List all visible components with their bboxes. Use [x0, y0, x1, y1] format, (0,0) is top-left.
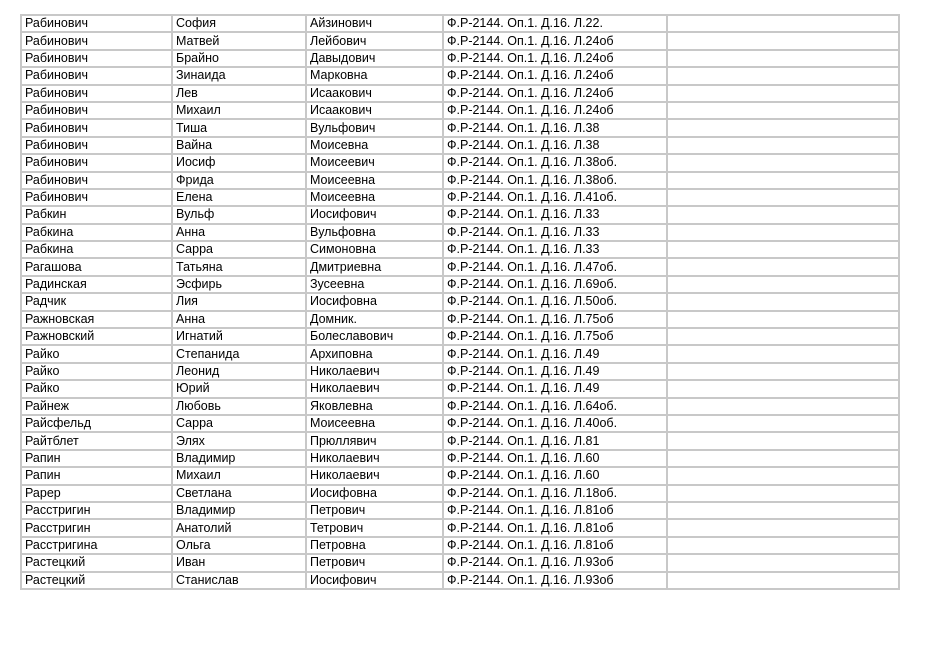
first-name-cell: Тиша — [172, 119, 306, 136]
archive-reference-cell: Ф.Р-2144. Оп.1. Д.16. Л.33 — [443, 241, 667, 258]
surname-cell: Расстригин — [21, 502, 172, 519]
archive-reference-cell: Ф.Р-2144. Оп.1. Д.16. Л.24об — [443, 32, 667, 49]
first-name-cell: Элях — [172, 432, 306, 449]
first-name-cell: Игнатий — [172, 328, 306, 345]
first-name-cell: Сарра — [172, 241, 306, 258]
first-name-cell: Михаил — [172, 102, 306, 119]
empty-cell — [667, 32, 899, 49]
table-row — [21, 467, 899, 484]
first-name-cell: Брайно — [172, 50, 306, 67]
empty-cell — [667, 415, 899, 432]
surname-cell: Райко — [21, 380, 172, 397]
patronymic-cell: Петрович — [306, 502, 443, 519]
patronymic-cell: Иосифович — [306, 206, 443, 223]
empty-cell — [667, 241, 899, 258]
archive-reference-cell: Ф.Р-2144. Оп.1. Д.16. Л.75об — [443, 311, 667, 328]
patronymic-cell: Прюллявич — [306, 432, 443, 449]
archive-reference-cell: Ф.Р-2144. Оп.1. Д.16. Л.38 — [443, 137, 667, 154]
table-row — [21, 398, 899, 415]
empty-cell — [667, 189, 899, 206]
empty-cell — [667, 519, 899, 536]
document-page — [20, 14, 900, 590]
archive-reference-cell: Ф.Р-2144. Оп.1. Д.16. Л.49 — [443, 380, 667, 397]
surname-cell: Радинская — [21, 276, 172, 293]
surname-cell: Рабкин — [21, 206, 172, 223]
patronymic-cell: Иосифовна — [306, 485, 443, 502]
table-row — [21, 67, 899, 84]
table-row — [21, 224, 899, 241]
surname-cell: Растецкий — [21, 554, 172, 571]
archive-reference-cell: Ф.Р-2144. Оп.1. Д.16. Л.18об. — [443, 485, 667, 502]
patronymic-cell: Болеславович — [306, 328, 443, 345]
surname-cell: Рабинович — [21, 67, 172, 84]
table-row — [21, 485, 899, 502]
empty-cell — [667, 432, 899, 449]
table-row — [21, 432, 899, 449]
first-name-cell: Владимир — [172, 502, 306, 519]
archive-reference-cell: Ф.Р-2144. Оп.1. Д.16. Л.69об. — [443, 276, 667, 293]
patronymic-cell: Лейбович — [306, 32, 443, 49]
first-name-cell: Елена — [172, 189, 306, 206]
archive-reference-cell: Ф.Р-2144. Оп.1. Д.16. Л.47об. — [443, 258, 667, 275]
surname-cell: Рабинович — [21, 119, 172, 136]
table-row — [21, 206, 899, 223]
first-name-cell: Степанида — [172, 345, 306, 362]
empty-cell — [667, 50, 899, 67]
empty-cell — [667, 328, 899, 345]
patronymic-cell: Дмитриевна — [306, 258, 443, 275]
patronymic-cell: Марковна — [306, 67, 443, 84]
empty-cell — [667, 224, 899, 241]
patronymic-cell: Яковлевна — [306, 398, 443, 415]
first-name-cell: Анна — [172, 311, 306, 328]
first-name-cell: Вульф — [172, 206, 306, 223]
patronymic-cell: Петрович — [306, 554, 443, 571]
archive-reference-cell: Ф.Р-2144. Оп.1. Д.16. Л.49 — [443, 363, 667, 380]
table-row — [21, 345, 899, 362]
table-row — [21, 380, 899, 397]
patronymic-cell: Моисеевна — [306, 189, 443, 206]
table-row — [21, 241, 899, 258]
empty-cell — [667, 363, 899, 380]
patronymic-cell: Николаевич — [306, 380, 443, 397]
patronymic-cell: Николаевич — [306, 363, 443, 380]
empty-cell — [667, 137, 899, 154]
patronymic-cell: Петровна — [306, 537, 443, 554]
first-name-cell: Зинаида — [172, 67, 306, 84]
patronymic-cell: Айзинович — [306, 15, 443, 32]
table-row — [21, 276, 899, 293]
table-row — [21, 189, 899, 206]
surname-cell: Рарер — [21, 485, 172, 502]
archive-reference-cell: Ф.Р-2144. Оп.1. Д.16. Л.40об. — [443, 415, 667, 432]
surname-cell: Рапин — [21, 467, 172, 484]
first-name-cell: Владимир — [172, 450, 306, 467]
patronymic-cell: Вульфовна — [306, 224, 443, 241]
table-row — [21, 519, 899, 536]
surname-cell: Расстригин — [21, 519, 172, 536]
empty-cell — [667, 572, 899, 589]
surname-cell: Рапин — [21, 450, 172, 467]
surname-cell: Радчик — [21, 293, 172, 310]
surname-cell: Рабинович — [21, 189, 172, 206]
surname-cell: Райсфельд — [21, 415, 172, 432]
archive-reference-cell: Ф.Р-2144. Оп.1. Д.16. Л.38об. — [443, 172, 667, 189]
archive-reference-cell: Ф.Р-2144. Оп.1. Д.16. Л.81 — [443, 432, 667, 449]
empty-cell — [667, 67, 899, 84]
table-row — [21, 415, 899, 432]
first-name-cell: Анатолий — [172, 519, 306, 536]
archive-reference-cell: Ф.Р-2144. Оп.1. Д.16. Л.60 — [443, 467, 667, 484]
table-row — [21, 137, 899, 154]
table-row — [21, 328, 899, 345]
empty-cell — [667, 293, 899, 310]
patronymic-cell: Исаакович — [306, 85, 443, 102]
first-name-cell: Сарра — [172, 415, 306, 432]
empty-cell — [667, 380, 899, 397]
archive-reference-cell: Ф.Р-2144. Оп.1. Д.16. Л.41об. — [443, 189, 667, 206]
patronymic-cell: Архиповна — [306, 345, 443, 362]
first-name-cell: Иван — [172, 554, 306, 571]
empty-cell — [667, 258, 899, 275]
patronymic-cell: Иосифович — [306, 572, 443, 589]
patronymic-cell: Моисевна — [306, 137, 443, 154]
empty-cell — [667, 398, 899, 415]
empty-cell — [667, 345, 899, 362]
archive-reference-cell: Ф.Р-2144. Оп.1. Д.16. Л.64об. — [443, 398, 667, 415]
patronymic-cell: Исаакович — [306, 102, 443, 119]
patronymic-cell: Вульфович — [306, 119, 443, 136]
table-row — [21, 15, 899, 32]
table-row — [21, 363, 899, 380]
empty-cell — [667, 85, 899, 102]
empty-cell — [667, 467, 899, 484]
table-row — [21, 537, 899, 554]
archive-reference-cell: Ф.Р-2144. Оп.1. Д.16. Л.93об — [443, 554, 667, 571]
first-name-cell: Татьяна — [172, 258, 306, 275]
empty-cell — [667, 276, 899, 293]
first-name-cell: Светлана — [172, 485, 306, 502]
empty-cell — [667, 537, 899, 554]
surname-cell: Рабинович — [21, 50, 172, 67]
table-row — [21, 572, 899, 589]
archive-reference-cell: Ф.Р-2144. Оп.1. Д.16. Л.93об — [443, 572, 667, 589]
empty-cell — [667, 450, 899, 467]
first-name-cell: Леонид — [172, 363, 306, 380]
patronymic-cell: Иосифовна — [306, 293, 443, 310]
patronymic-cell: Моисеевна — [306, 415, 443, 432]
archive-reference-cell: Ф.Р-2144. Оп.1. Д.16. Л.33 — [443, 224, 667, 241]
archive-reference-cell: Ф.Р-2144. Оп.1. Д.16. Л.50об. — [443, 293, 667, 310]
surname-cell: Рабинович — [21, 85, 172, 102]
archive-reference-cell: Ф.Р-2144. Оп.1. Д.16. Л.24об — [443, 85, 667, 102]
first-name-cell: Эсфирь — [172, 276, 306, 293]
surname-cell: Рабинович — [21, 32, 172, 49]
first-name-cell: Станислав — [172, 572, 306, 589]
table-row — [21, 102, 899, 119]
surname-cell: Райнеж — [21, 398, 172, 415]
patronymic-cell: Давыдович — [306, 50, 443, 67]
table-row — [21, 32, 899, 49]
records-table-body — [21, 15, 899, 589]
empty-cell — [667, 154, 899, 171]
first-name-cell: Матвей — [172, 32, 306, 49]
surname-cell: Рабкина — [21, 241, 172, 258]
surname-cell: Рабинович — [21, 15, 172, 32]
first-name-cell: Анна — [172, 224, 306, 241]
surname-cell: Райко — [21, 345, 172, 362]
empty-cell — [667, 119, 899, 136]
first-name-cell: Юрий — [172, 380, 306, 397]
surname-cell: Райтблет — [21, 432, 172, 449]
table-row — [21, 450, 899, 467]
table-row — [21, 554, 899, 571]
patronymic-cell: Тетрович — [306, 519, 443, 536]
first-name-cell: Лев — [172, 85, 306, 102]
empty-cell — [667, 172, 899, 189]
archive-reference-cell: Ф.Р-2144. Оп.1. Д.16. Л.22. — [443, 15, 667, 32]
surname-cell: Рагашова — [21, 258, 172, 275]
table-row — [21, 154, 899, 171]
patronymic-cell: Симоновна — [306, 241, 443, 258]
archive-reference-cell: Ф.Р-2144. Оп.1. Д.16. Л.49 — [443, 345, 667, 362]
surname-cell: Рабинович — [21, 154, 172, 171]
archive-reference-cell: Ф.Р-2144. Оп.1. Д.16. Л.24об — [443, 102, 667, 119]
surname-cell: Растецкий — [21, 572, 172, 589]
archive-reference-cell: Ф.Р-2144. Оп.1. Д.16. Л.33 — [443, 206, 667, 223]
first-name-cell: Любовь — [172, 398, 306, 415]
empty-cell — [667, 554, 899, 571]
records-table — [20, 14, 900, 590]
first-name-cell: Вайна — [172, 137, 306, 154]
table-row — [21, 293, 899, 310]
archive-reference-cell: Ф.Р-2144. Оп.1. Д.16. Л.81об — [443, 537, 667, 554]
first-name-cell: Лия — [172, 293, 306, 310]
table-row — [21, 172, 899, 189]
archive-reference-cell: Ф.Р-2144. Оп.1. Д.16. Л.38об. — [443, 154, 667, 171]
first-name-cell: Иосиф — [172, 154, 306, 171]
archive-reference-cell: Ф.Р-2144. Оп.1. Д.16. Л.60 — [443, 450, 667, 467]
surname-cell: Ражновский — [21, 328, 172, 345]
empty-cell — [667, 485, 899, 502]
first-name-cell: Михаил — [172, 467, 306, 484]
empty-cell — [667, 15, 899, 32]
archive-reference-cell: Ф.Р-2144. Оп.1. Д.16. Л.81об — [443, 519, 667, 536]
table-row — [21, 502, 899, 519]
archive-reference-cell: Ф.Р-2144. Оп.1. Д.16. Л.24об — [443, 50, 667, 67]
first-name-cell: Фрида — [172, 172, 306, 189]
empty-cell — [667, 311, 899, 328]
surname-cell: Рабинович — [21, 172, 172, 189]
empty-cell — [667, 502, 899, 519]
table-row — [21, 258, 899, 275]
first-name-cell: София — [172, 15, 306, 32]
surname-cell: Ражновская — [21, 311, 172, 328]
first-name-cell: Ольга — [172, 537, 306, 554]
surname-cell: Рабинович — [21, 102, 172, 119]
patronymic-cell: Домник. — [306, 311, 443, 328]
patronymic-cell: Моисеевна — [306, 172, 443, 189]
table-row — [21, 85, 899, 102]
table-row — [21, 311, 899, 328]
patronymic-cell: Моисеевич — [306, 154, 443, 171]
patronymic-cell: Зусеевна — [306, 276, 443, 293]
surname-cell: Расстригина — [21, 537, 172, 554]
table-row — [21, 50, 899, 67]
archive-reference-cell: Ф.Р-2144. Оп.1. Д.16. Л.24об — [443, 67, 667, 84]
patronymic-cell: Николаевич — [306, 450, 443, 467]
archive-reference-cell: Ф.Р-2144. Оп.1. Д.16. Л.75об — [443, 328, 667, 345]
patronymic-cell: Николаевич — [306, 467, 443, 484]
archive-reference-cell: Ф.Р-2144. Оп.1. Д.16. Л.81об — [443, 502, 667, 519]
empty-cell — [667, 206, 899, 223]
empty-cell — [667, 102, 899, 119]
surname-cell: Рабинович — [21, 137, 172, 154]
table-row — [21, 119, 899, 136]
archive-reference-cell: Ф.Р-2144. Оп.1. Д.16. Л.38 — [443, 119, 667, 136]
surname-cell: Рабкина — [21, 224, 172, 241]
surname-cell: Райко — [21, 363, 172, 380]
